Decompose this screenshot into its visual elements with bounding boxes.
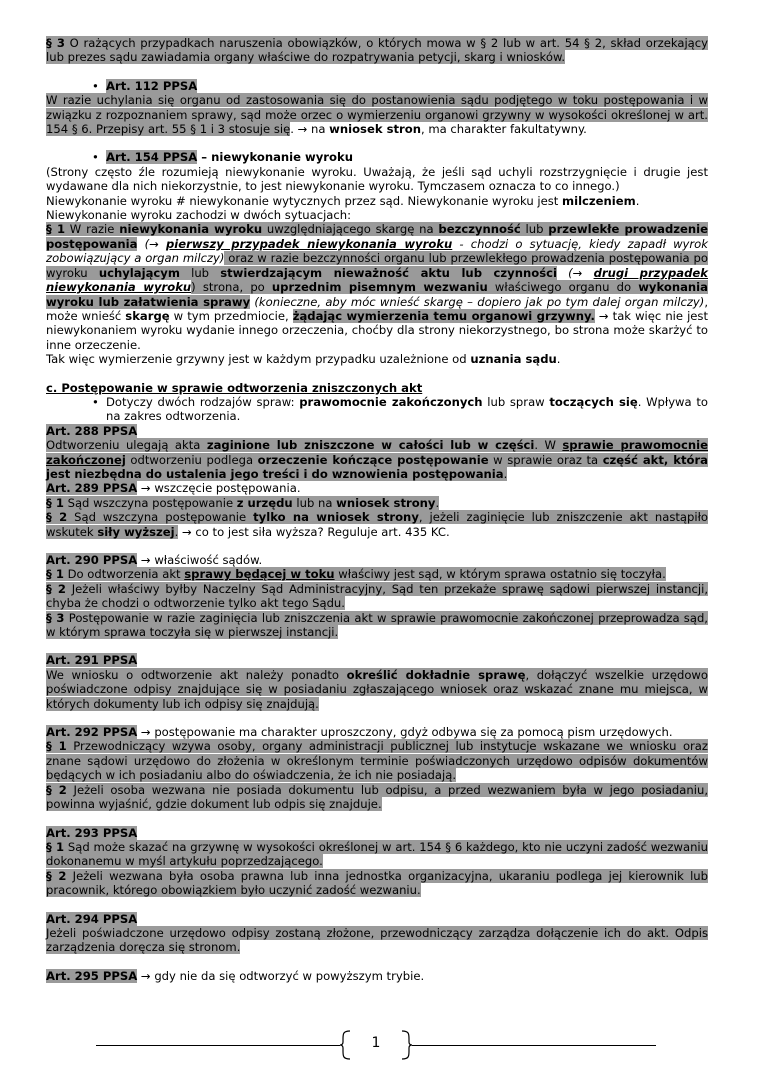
footer-rule-left [96, 1045, 340, 1046]
text-run: Jeżeli poświadczone urzędowo odpisy zostaną złożone, przewodniczący zarządza dołączenie ich do akt. Odpis zarządzenia doręcza się stronom. [46, 925, 708, 955]
article-heading: Art. 290 PPSA [46, 553, 138, 567]
para-number: § 1 [46, 739, 67, 754]
text-run: lub spraw [482, 394, 550, 409]
text-bold: przewlekłe prowadzenie postępowania [46, 222, 708, 251]
text-run: - chodzi o sytuację, kiedy zapadł wyrok zobowiązujący a organ milczy) [46, 236, 708, 266]
art-289-heading [46, 481, 708, 495]
art-154-situations: Niewykonanie wyroku zachodzi w dwóch sytuacjach: [46, 208, 352, 223]
art-154-intro: (Strony często źle rozumieją niewykonanie wyroku. Uważają, że jeśli sąd uchyli rozstrzygnięcie i drugie jest wydawane dla nich niekorzystnie, to jest niewykonanie wyroku. Tymczasem oznacza to co innego.) [46, 164, 708, 194]
art-290-heading [46, 553, 708, 567]
text-run: Tak więc wymierzenie grzywny jest w każdym przypadku uzależnione od [46, 352, 471, 367]
text-bold: część akt, która jest niezbędna do ustalenia jego treści i do wznowienia postępowania [46, 452, 708, 481]
text-bold: siły wyższej [97, 524, 175, 539]
text-run: , jeżeli zaginięcie lub zniszczenie akt nastąpiło wskutek [46, 510, 708, 539]
text-bold: z urzędu [236, 495, 293, 510]
bullet-icon: • [92, 394, 99, 409]
article-heading: Art. 154 PPSA [106, 150, 198, 165]
text-italic: (konieczne, aby móc wnieść skargę – dopiero jak po tym dalej organ milczy) [250, 294, 705, 309]
text-bold: bezczynność [438, 222, 521, 237]
article-heading: Art. 294 PPSA [46, 911, 138, 926]
text-bold: wniosek strony [336, 495, 436, 510]
text-run: Sąd wszczyna postępowanie [67, 510, 254, 525]
art-154-para-1 [46, 222, 708, 352]
text-run: Przewodniczący wzywa osoby, organy administracji publicznej lub instytucje wskazane we wniosku oraz znane sądowi urzędowo do złożenia w określonym terminie poświadczonych urzędowo odpisów dokumentów będących w ich posiadaniu albo do oświadczenia, że ich nie posiadają. [46, 739, 709, 783]
art-112-text [46, 93, 708, 136]
para-number: § 1 [46, 222, 66, 237]
text-run: lub [520, 222, 549, 237]
section-heading: c. Postępowanie w sprawie odtworzenia zniszczonych akt [46, 380, 423, 395]
text-run: → tak więc nie jest niewykonaniem wyroku wydanie innego orzeczenia, choćby dla strony niekorzystnego, bo strona może skarżyć to inne orzeczenie. [46, 308, 709, 352]
text-bold: wniosek stron [329, 122, 421, 137]
para-number: § 3 [46, 610, 65, 625]
para-number: § 3 [46, 36, 65, 50]
text-run: Niewykonanie wyroku # niewykonanie wytycznych przez sąd. Niewykonanie wyroku jest [46, 193, 563, 208]
text-run: . Wpływa to na zakres odtworzenia. [106, 394, 708, 424]
document-page [46, 36, 708, 983]
text-run: Postępowanie w razie zaginięcia lub zniszczenia akt w sprawie prawomocnie zakończonej przeprowadza sąd, w którym sprawa toczyła się w pierwszej instancji. [46, 610, 708, 640]
article-heading: Art. 289 PPSA [46, 481, 138, 496]
page-number: 1 [371, 1035, 381, 1051]
article-heading-rest: → wszczęcie postępowania. [137, 481, 301, 496]
text-run: oraz w razie bezczynności organu lub przewlekłego prowadzenia postępowania po wyroku [46, 251, 708, 280]
text-run: lub [179, 265, 221, 280]
art-294-text [46, 926, 708, 955]
text-run: Odtworzeniu ulegają akta [46, 438, 207, 453]
art-292-heading [46, 725, 708, 739]
text-run: ) strona, po [191, 280, 272, 295]
para-number: § 1 [46, 839, 65, 854]
text-run: Jeżeli właściwy byłby Naczelny Sąd Administracyjny, Sąd ten przekaże sprawę sądowi pierwszej instancji, chyba że chodzi o odtworzenie tylko akt tego Sądu. [46, 581, 708, 611]
art-291-heading [46, 653, 708, 667]
article-heading-rest: → gdy nie da się odtworzyć w powyższym trybie. [137, 968, 425, 983]
second-case-label: drugi przypadek niewykonania wyroku [46, 265, 708, 295]
text-bold: niewykonania wyroku [119, 222, 263, 237]
page-number-brace [340, 1030, 412, 1060]
text-run: . [503, 466, 508, 481]
art-289-para-1 [46, 496, 708, 510]
text-run: Sąd może skazać na grzywnę w wysokości określonej w art. 154 § 6 każdego, kto nie uczyni zadość wezwaniu dokonanemu w myśl artykułu poprzedzającego. [46, 839, 708, 869]
art-112-quote: W razie uchylania się organu od zastosowania się do postanowienia sądu podjętego w toku postępowania i w związku z rozpoznaniem sprawy, sąd może orzec o wymierzeniu organowi grzywny w wysokości określonej w art. 154 § 6. Przepisy art. 55 § 1 i 3 stosuje się [46, 93, 708, 137]
art-294-heading [46, 912, 708, 926]
text-run: , może wnieść [46, 294, 708, 323]
bullet-art-154 [46, 150, 708, 164]
text-bold: stwierdzającym nieważność aktu lub czynności [220, 265, 557, 280]
article-heading: Art. 292 PPSA [46, 725, 138, 740]
article-heading-rest: – niewykonanie wyroku [197, 150, 353, 165]
text-bold: żądając wymierzenia temu organowi grzywny. [292, 308, 595, 323]
text-run: . [556, 352, 561, 367]
text-run: właściwy jest sąd, w którym sprawa ostatnio się toczyła. [334, 567, 666, 582]
para-number: § 2 [46, 868, 67, 883]
para-number: § 2 [46, 581, 66, 596]
art-290-para-1 [46, 567, 708, 581]
art-288-heading [46, 424, 708, 438]
page-footer [96, 1030, 656, 1060]
section-c-bullet [46, 395, 708, 424]
article-heading: Art. 288 PPSA [46, 423, 138, 438]
bullet-art-112 [46, 79, 708, 93]
article-heading-rest: → właściwość sądów. [137, 553, 263, 567]
text-run: → co to jest siła wyższa? Reguluje art. 435 KC. [178, 524, 450, 539]
text-run: Jeżeli wezwana była osoba prawna lub inna jednostka organizacyjna, ukaraniu podlega jej kierownik lub pracownik, którego obowiązkiem było uczynić zadość wezwaniu. [46, 868, 708, 898]
text-bold: sprawie prawomocnie zakończonej [46, 438, 708, 467]
text-bold: uprzednim pisemnym wezwaniu [271, 280, 488, 295]
text-run: odtworzeniu podlega [125, 452, 258, 467]
art-293-para-2 [46, 869, 708, 898]
section-c-heading [46, 381, 708, 395]
text-bold: milczeniem [562, 193, 636, 208]
art-292-para-1 [46, 739, 708, 782]
text-bold: zaginione lub zniszczone w całości lub w części [206, 438, 535, 453]
text-bold: prawomocnie zakończonych [299, 394, 483, 409]
text-run: w sprawie oraz ta [488, 452, 603, 467]
text-run: , ma charakter fakultatywny. [420, 122, 587, 137]
article-heading: Art. 291 PPSA [46, 653, 138, 668]
text-bold: uchylającym [98, 265, 180, 280]
art-288-text [46, 438, 708, 481]
art-54-para-3 [46, 36, 708, 65]
para-text: O rażących przypadkach naruszenia obowiązków, o których mowa w § 2 lub w art. 54 § 2, skład orzekający lub prezes sądu zawiadamia organy właściwe do rozpatrywania petycji, skarg i wniosków. [46, 36, 708, 65]
text-bold: toczących się [549, 394, 638, 409]
art-291-text [46, 668, 708, 711]
text-run: Jeżeli osoba wezwana nie posiada dokumentu lub odpisu, a przed wezwaniem była w jego posiadaniu, powinna wyjaśnić, gdzie dokument lub odpis się znajduje. [46, 782, 709, 812]
art-289-para-2 [46, 510, 708, 539]
text-run: właściwego organu do [487, 280, 639, 295]
para-number: § 1 [46, 567, 64, 582]
text-run: Sąd wszczyna postępowanie [63, 495, 237, 510]
text-run: , dołączyć wszelkie urzędowo poświadczone odpisy znajdujące się w posiadaniu zgłaszającego wniosek oraz wskazać znane mu miejsca, w których dokumenty lub ich odpisy się znajdują. [46, 667, 708, 711]
text-run: (→ [556, 265, 594, 280]
art-295-heading [46, 969, 708, 983]
text-bold: orzeczenie kończące postępowanie [257, 452, 489, 467]
text-bold: sprawy będącej w toku [184, 567, 335, 582]
art-292-para-2 [46, 783, 708, 812]
text-run: . [435, 495, 440, 510]
first-case-label: pierwszy przypadek niewykonania wyroku [165, 236, 453, 251]
art-154-note [46, 194, 708, 208]
text-run: Dotyczy dwóch rodzajów spraw: [106, 394, 300, 409]
article-heading: Art. 293 PPSA [46, 825, 138, 840]
text-bold: skargę [125, 308, 170, 323]
text-run: We wniosku o odtworzenie akt należy ponadto [46, 667, 347, 682]
art-154-conclusion [46, 352, 708, 366]
art-290-para-2 [46, 582, 708, 611]
text-run: (→ [137, 236, 166, 251]
footer-rule-right [412, 1045, 656, 1046]
text-run: . W [534, 438, 563, 453]
bullet-icon: • [92, 150, 99, 165]
bullet-icon: • [92, 78, 99, 93]
article-heading: Art. 112 PPSA [106, 78, 198, 93]
text-run: lub na [292, 495, 337, 510]
text-bold: uznania sądu [470, 352, 557, 367]
text-bold: tylko na wniosek strony [253, 510, 419, 525]
text-run: uwzględniającego skargę na [262, 222, 439, 237]
art-293-para-1 [46, 840, 708, 869]
para-number: § 1 [46, 495, 64, 510]
art-293-heading [46, 826, 708, 840]
text-run: W razie [65, 222, 120, 237]
text-bold: określić dokładnie sprawę [346, 667, 526, 682]
text-run: . → na [290, 122, 330, 137]
text-run: . [635, 193, 640, 208]
text-run: . [174, 524, 179, 539]
article-heading-rest: → postępowanie ma charakter uproszczony, gdyż odbywa się za pomocą pism urzędowych. [137, 725, 673, 740]
para-number: § 2 [46, 510, 68, 525]
article-heading: Art. 295 PPSA [46, 968, 138, 983]
art-290-para-3 [46, 611, 708, 640]
text-run: Do odtworzenia akt [63, 567, 185, 582]
text-bold: wykonania wyroku lub załatwienia sprawy [46, 280, 708, 309]
para-number: § 2 [46, 782, 67, 797]
text-run: w tym przedmiocie, [169, 308, 293, 323]
